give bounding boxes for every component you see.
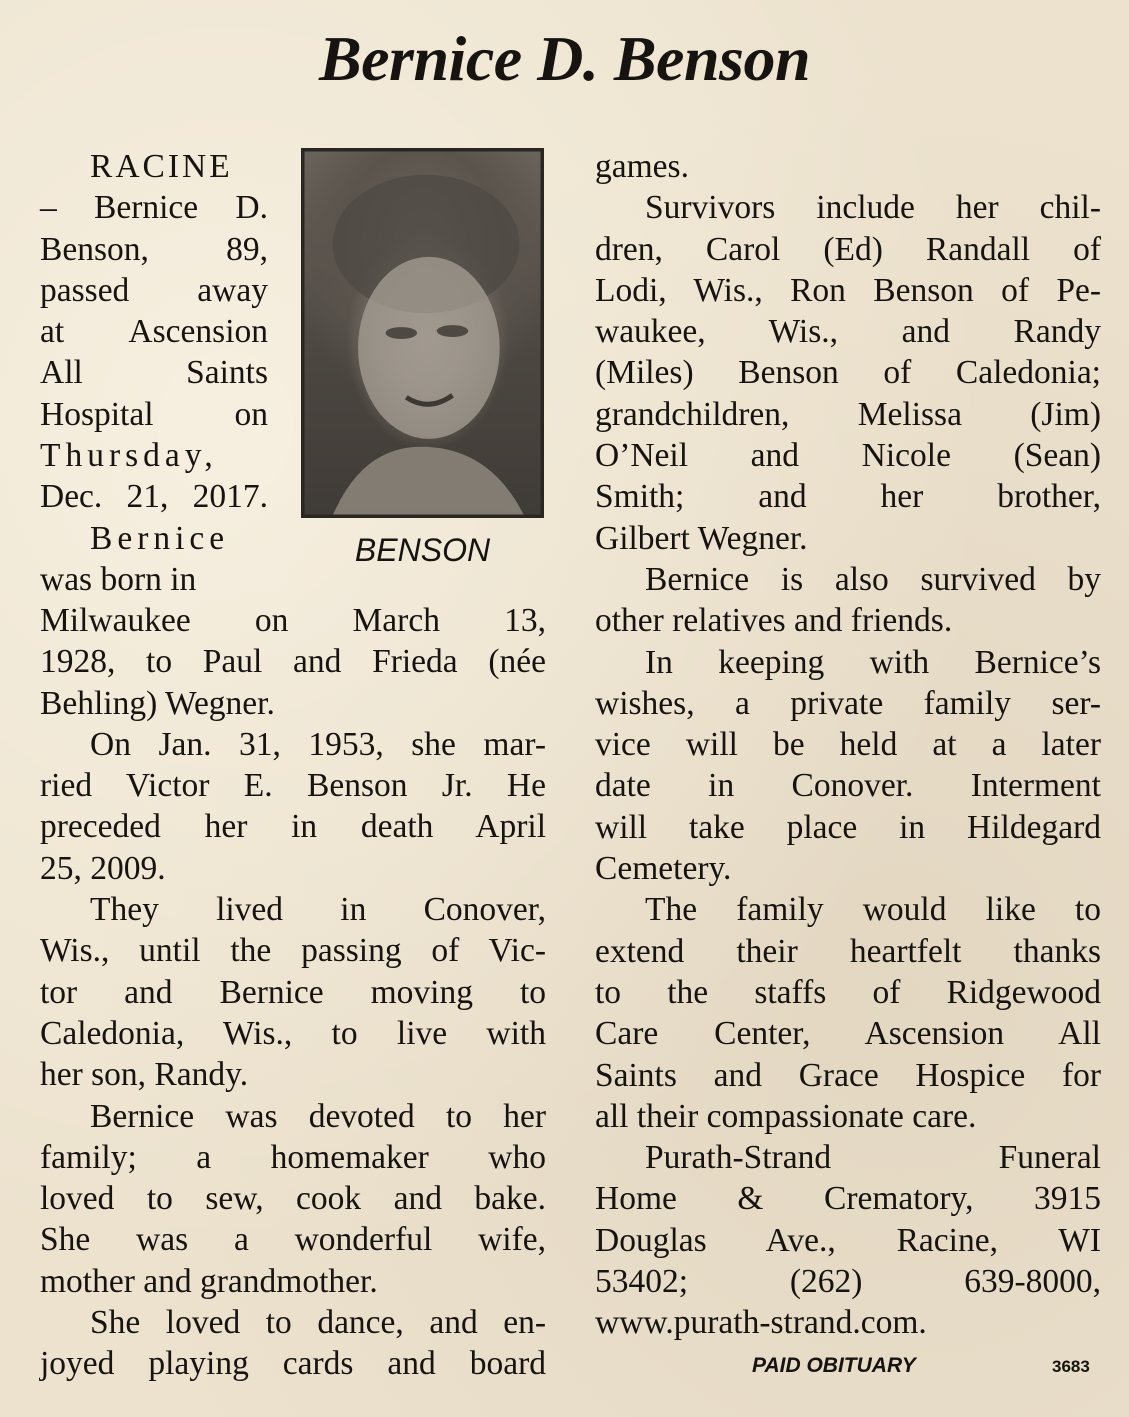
text-line: All Saints	[40, 354, 268, 392]
ad-code: 3683	[1052, 1357, 1090, 1376]
text-line: ried Victor E. Benson Jr. He	[40, 767, 546, 805]
obituary-title: Bernice D. Benson	[318, 23, 811, 94]
left-narrow-column	[40, 146, 268, 600]
text-line: Saints and Grace Hospice for	[595, 1056, 1101, 1094]
text-line: family; a homemaker who	[40, 1138, 546, 1176]
text-line: Dec. 21, 2017.	[40, 478, 268, 516]
text-line: Bernice is also survived by	[645, 560, 1101, 598]
text-line: Smith; and her brother,	[595, 478, 1101, 516]
text-line: Cemetery.	[595, 850, 732, 888]
portrait-photo-graphic	[303, 150, 542, 516]
text-line: extend their heartfelt thanks	[595, 932, 1101, 970]
text-line: grandchildren, Melissa (Jim)	[595, 395, 1101, 433]
right-column	[595, 146, 1101, 1344]
text-line: O’Neil and Nicole (Sean)	[595, 437, 1101, 475]
text-line: RACINE	[90, 148, 233, 185]
text-line: Hospital on	[40, 395, 268, 433]
text-line: The family would like to	[645, 891, 1101, 929]
text-line: – Bernice D.	[40, 189, 268, 227]
paid-obituary-label: PAID OBITUARY	[752, 1354, 916, 1377]
text-line: passed away	[40, 271, 268, 309]
text-line: preceded her in death April	[40, 808, 546, 846]
text-line: 25, 2009.	[40, 849, 166, 887]
text-line: 1928, to Paul and Frieda (née	[40, 643, 546, 681]
text-line: Caledonia, Wis., to live with	[40, 1014, 546, 1052]
text-line: dren, Carol (Ed) Randall of	[595, 230, 1101, 268]
text-line: Bernice	[90, 519, 230, 557]
text-line: Benson, 89,	[40, 230, 268, 268]
photo-caption: BENSON	[354, 532, 491, 568]
text-line: She loved to dance, and en-	[90, 1304, 546, 1342]
text-line: Behling) Wegner.	[40, 684, 275, 722]
text-line: wishes, a private family ser-	[595, 684, 1101, 722]
text-line: Lodi, Wis., Ron Benson of Pe-	[595, 271, 1101, 309]
text-line: joyed playing cards and board	[40, 1345, 546, 1383]
text-line: Wis., until the passing of Vic-	[40, 932, 546, 970]
text-line: Home & Crematory, 3915	[595, 1180, 1101, 1218]
text-line: 53402; (262) 639-8000,	[595, 1263, 1101, 1301]
text-line: her son, Randy.	[40, 1056, 249, 1094]
text-line: waukee, Wis., and Randy	[595, 313, 1101, 351]
text-line: date in Conover. Interment	[595, 767, 1101, 805]
portrait-photo	[301, 148, 544, 518]
text-line: Purath-Strand Funeral	[645, 1139, 1101, 1177]
text-line: (Miles) Benson of Caledonia;	[595, 354, 1101, 392]
text-line: will take place in Hildegard	[595, 808, 1101, 846]
text-line: all their compassionate care.	[595, 1097, 977, 1135]
text-line: www.purath-strand.com.	[595, 1304, 927, 1342]
text-line: Care Center, Ascension All	[595, 1015, 1101, 1053]
text-line: In keeping with Bernice’s	[645, 643, 1101, 681]
text-line: She was a wonderful wife,	[40, 1221, 546, 1259]
text-line: to the staffs of Ridgewood	[595, 973, 1101, 1011]
text-line: loved to sew, cook and bake.	[40, 1180, 546, 1218]
text-line: was born in	[40, 560, 197, 598]
text-line: They lived in Conover,	[90, 891, 546, 929]
text-line: tor and Bernice moving to	[40, 973, 546, 1011]
text-line: other relatives and friends.	[595, 602, 953, 640]
text-line: mother and grandmother.	[40, 1262, 378, 1300]
text-line: Gilbert Wegner.	[595, 519, 808, 557]
text-line: vice will be held at a later	[595, 726, 1101, 764]
text-line: On Jan. 31, 1953, she mar-	[90, 725, 546, 763]
text-line: at Ascension	[40, 313, 268, 351]
text-line: Bernice was devoted to her	[90, 1097, 546, 1135]
text-line: Milwaukee on March 13,	[40, 602, 546, 639]
text-line: Douglas Ave., Racine, WI	[595, 1221, 1101, 1259]
text-line: Survivors include her chil-	[645, 189, 1101, 227]
left-wide-column	[40, 600, 546, 1385]
text-line: Thursday,	[40, 437, 218, 475]
text-line: games.	[595, 148, 689, 185]
